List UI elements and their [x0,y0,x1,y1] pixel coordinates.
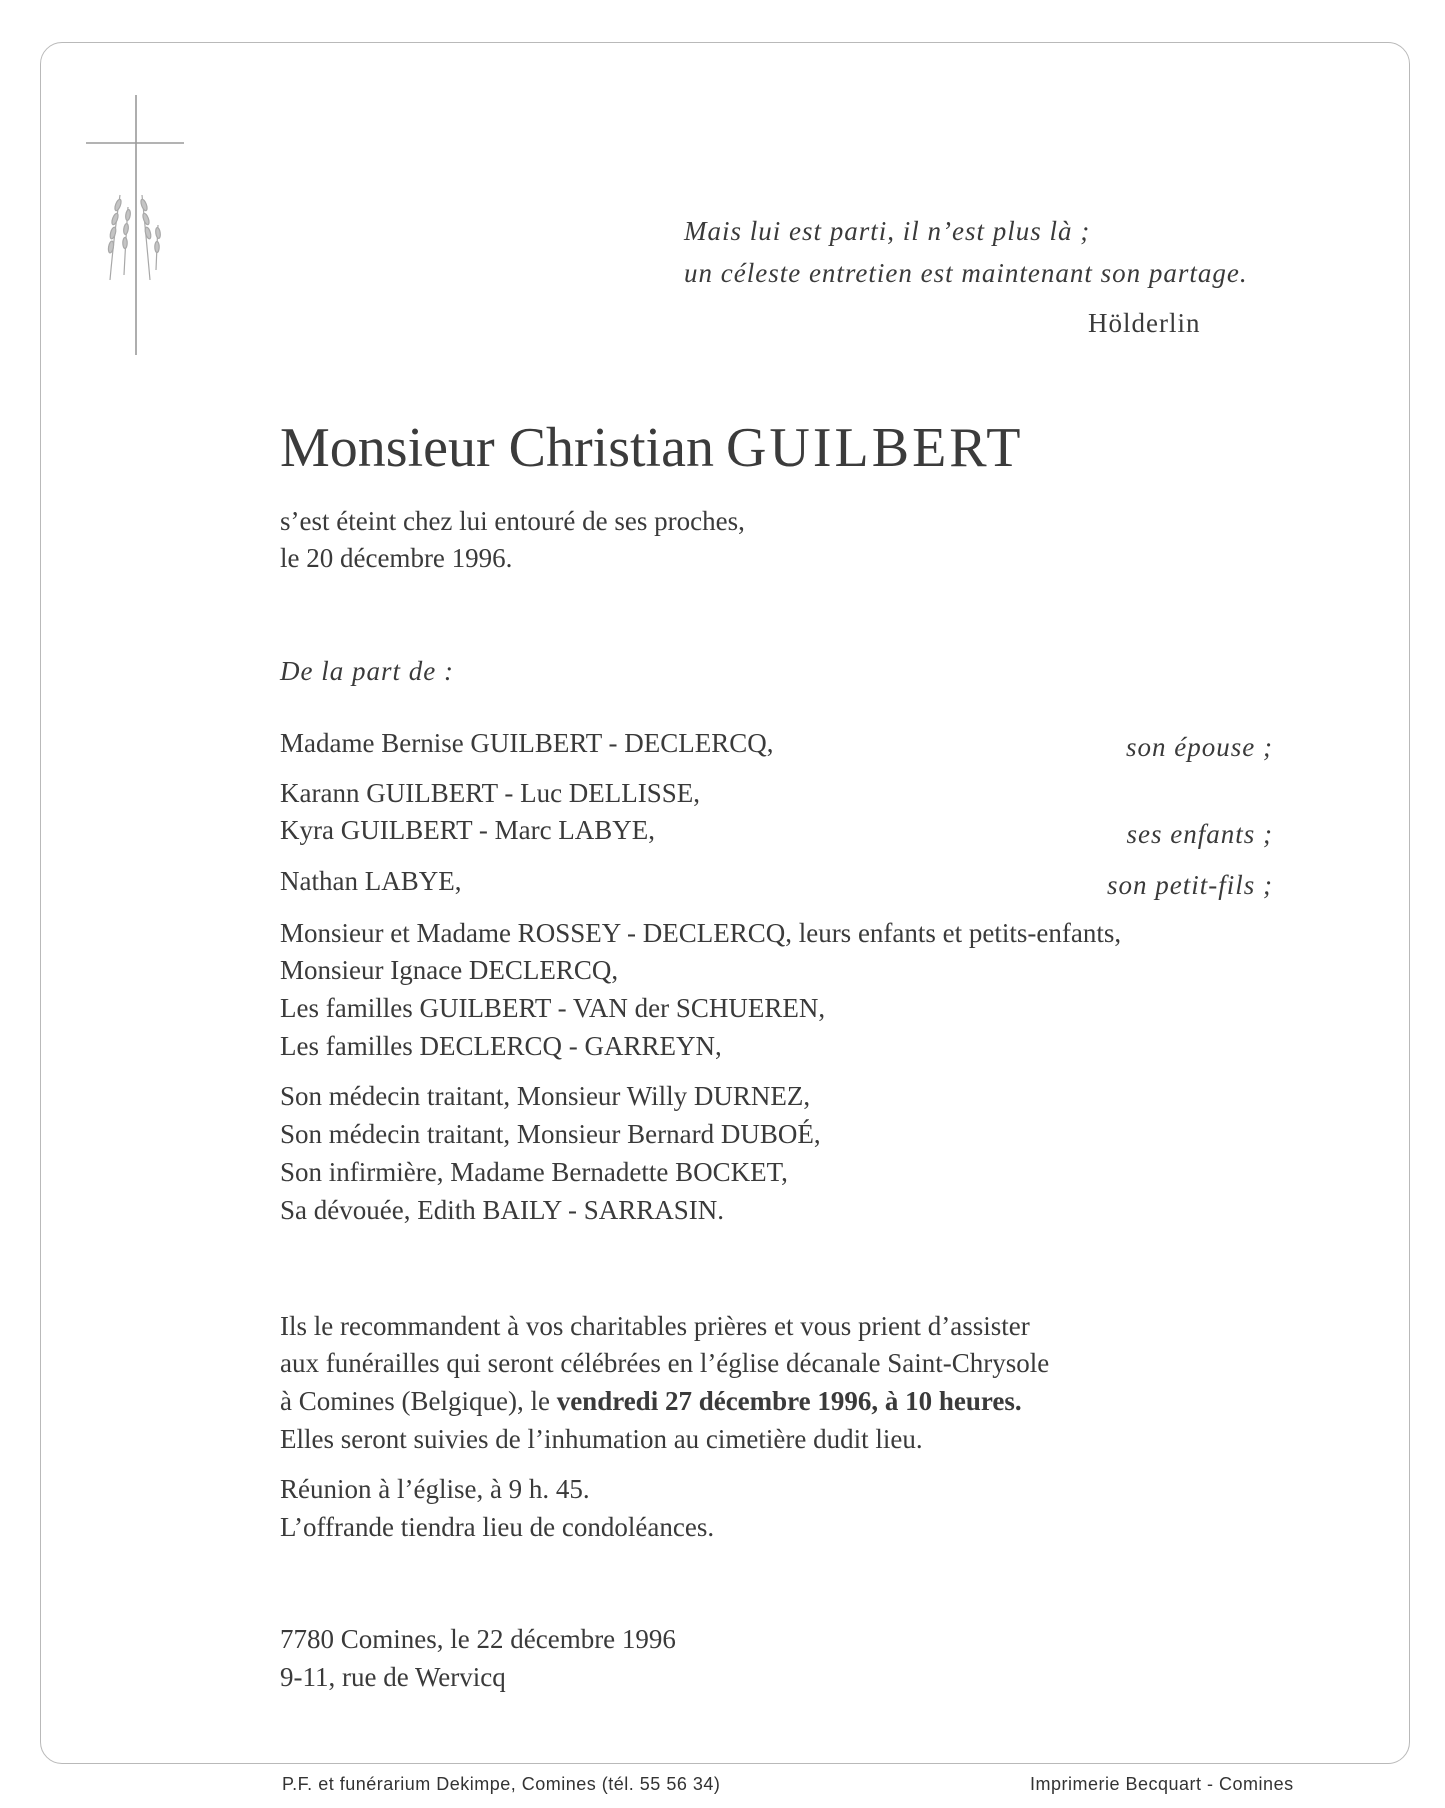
service-line-1: Ils le recommandent à vos charitables prières et vous prient d’assister [280,1311,1030,1341]
family-other-4: Les familles DECLERCQ - GARREYN, [280,1031,722,1061]
quote-line-1: Mais lui est parti, il n’est plus là ; [684,216,1091,246]
cross-wheat-icon [84,95,184,355]
address-line-2: 9-11, rue de Wervicq [280,1662,506,1692]
death-line-2: le 20 décembre 1996. [280,543,513,573]
caregiver-3: Son infirmière, Madame Bernadette BOCKET, [280,1157,788,1187]
deceased-surname: GUILBERT [725,417,1024,479]
offering-info: L’offrande tiendra lieu de condoléances. [280,1512,715,1542]
death-line-1: s’est éteint chez lui entouré de ses proches, [280,506,745,536]
family-grandchild: Nathan LABYE, [280,866,462,896]
family-children-relation: ses enfants ; [1126,819,1273,849]
service-date-time: vendredi 27 décembre 1996, à 10 heures. [556,1386,1022,1416]
from-label: De la part de : [280,656,454,686]
footer-printer: Imprimerie Becquart - Comines [1030,1774,1294,1794]
address-line-1: 7780 Comines, le 22 décembre 1996 [280,1624,676,1654]
family-child-2: Kyra GUILBERT - Marc LABYE, [280,815,656,845]
family-spouse-relation: son épouse ; [1126,732,1273,762]
deceased-name [280,417,1024,479]
caregiver-1: Son médecin traitant, Monsieur Willy DURNEZ, [280,1081,811,1111]
family-other-2: Monsieur Ignace DECLERCQ, [280,955,619,985]
caregiver-2: Son médecin traitant, Monsieur Bernard DUBOÉ, [280,1119,821,1149]
quote-line-2: un céleste entretien est maintenant son partage. [684,258,1248,288]
service-line-3-text: à Comines (Belgique), le [280,1386,557,1416]
meeting-info: Réunion à l’église, à 9 h. 45. [280,1474,590,1504]
family-spouse: Madame Bernise GUILBERT - DECLERCQ, [280,728,774,758]
service-line-2: aux funérailles qui seront célébrées en l’église décanale Saint-Chrysole [280,1348,1050,1378]
service-line-4: Elles seront suivies de l’inhumation au cimetière dudit lieu. [280,1424,923,1454]
deceased-first-name: Monsieur Christian [280,417,714,479]
footer-funeral-home: P.F. et funérarium Dekimpe, Comines (tél. 55 56 34) [282,1774,721,1794]
family-other-3: Les familles GUILBERT - VAN der SCHUEREN, [280,993,826,1023]
quote-author: Hölderlin [1088,308,1201,338]
card-border [40,42,1410,1764]
family-child-1: Karann GUILBERT - Luc DELLISSE, [280,778,701,808]
service-line-3 [280,1388,1022,1415]
family-other-1: Monsieur et Madame ROSSEY - DECLERCQ, leurs enfants et petits-enfants, [280,918,1122,948]
caregiver-4: Sa dévouée, Edith BAILY - SARRASIN. [280,1195,725,1225]
family-grandchild-relation: son petit-fils ; [1107,870,1273,900]
